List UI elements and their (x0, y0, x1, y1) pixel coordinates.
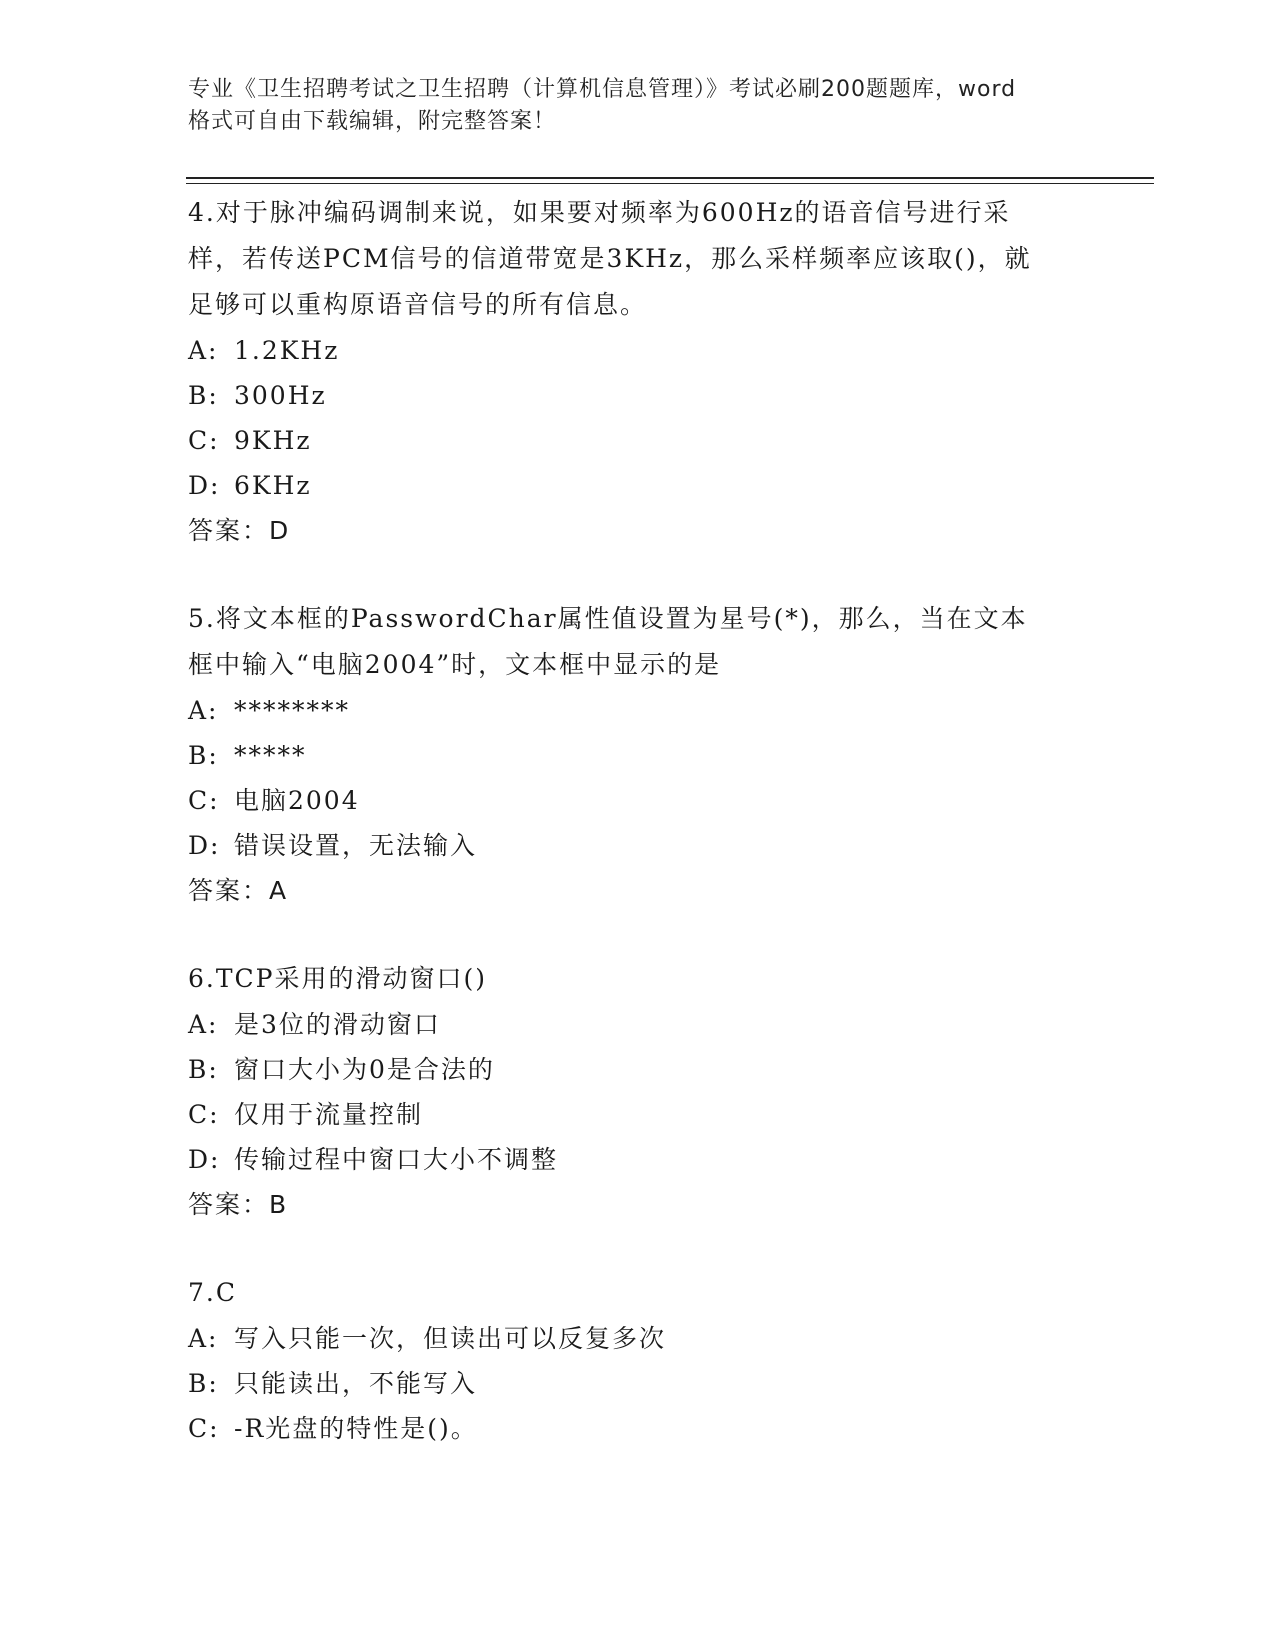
option-b: B: 窗口大小为0是合法的 (188, 1055, 495, 1084)
answer-label: 答案：B (188, 1190, 289, 1219)
option-a: A: 是3位的滑动窗口 (188, 1010, 441, 1039)
header-divider-thick (186, 177, 1154, 179)
option-c: C: 仅用于流量控制 (188, 1100, 424, 1129)
question-item (188, 1270, 1088, 1451)
option-a: A: 1.2KHz (188, 336, 340, 365)
option-c: C: -R光盘的特性是()。 (188, 1414, 478, 1443)
question-line: 样，若传送PCM信号的信道带宽是3KHz，那么采样频率应该取()，就 (188, 244, 1032, 273)
answer-label: 答案：D (188, 516, 291, 545)
question-line: 4.对于脉冲编码调制来说，如果要对频率为600Hz的语音信号进行采 (188, 198, 1011, 227)
header-divider-thin (186, 183, 1154, 184)
question-item (188, 190, 1088, 554)
question-item (188, 956, 1088, 1228)
option-d: D: 6KHz (188, 471, 312, 500)
answer-label: 答案：A (188, 876, 289, 905)
question-list (188, 190, 1088, 1451)
question-line: 5.将文本框的PasswordChar属性值设置为星号(*)，那么，当在文本 (188, 604, 1028, 633)
option-c: C: 9KHz (188, 426, 312, 455)
option-a: A: 写入只能一次，但读出可以反复多次 (188, 1324, 667, 1353)
question-line: 7.C (188, 1278, 237, 1307)
question-line: 6.TCP采用的滑动窗口() (188, 964, 487, 993)
document-header (188, 74, 1088, 138)
question-line: 足够可以重构原语音信号的所有信息。 (188, 290, 648, 319)
option-b: B: 300Hz (188, 381, 327, 410)
header-line-1: 专业《卫生招聘考试之卫生招聘（计算机信息管理）》考试必刷200题题库，word (188, 77, 1017, 102)
option-c: C: 电脑2004 (188, 786, 360, 815)
header-line-2: 格式可自由下载编辑，附完整答案！ (188, 109, 557, 134)
option-d: D: 传输过程中窗口大小不调整 (188, 1145, 559, 1174)
option-b: B: ***** (188, 741, 307, 770)
question-line: 框中输入“电脑2004”时，文本框中显示的是 (188, 650, 722, 679)
option-d: D: 错误设置，无法输入 (188, 831, 478, 860)
option-a: A: ******** (188, 696, 350, 725)
question-item (188, 596, 1088, 914)
option-b: B: 只能读出，不能写入 (188, 1369, 478, 1398)
